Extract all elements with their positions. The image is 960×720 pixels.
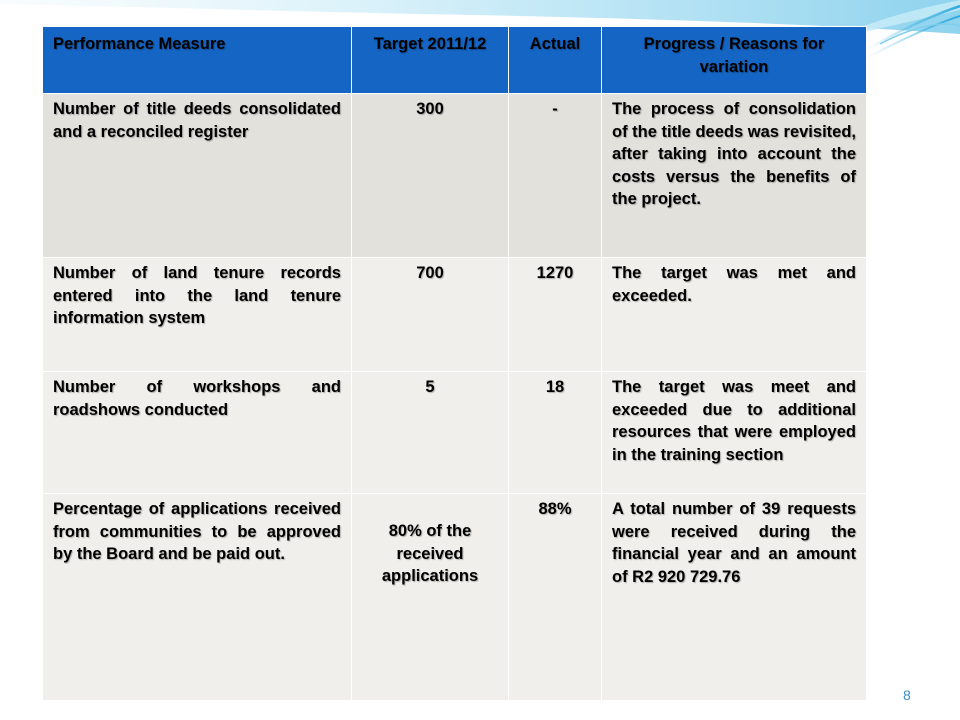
header-performance-measure: Performance Measure [43,27,352,94]
table-header-row [43,27,867,94]
table-row [43,258,867,372]
table-row [43,494,867,701]
cell-actual: 18 [509,372,602,494]
cell-measure: Percentage of applications received from communities to be approved by the Board and be paid out. [43,494,352,701]
cell-target: 5 [352,372,509,494]
cell-target: 700 [352,258,509,372]
cell-progress: The process of consolidation of the title deeds was revisited, after taking into account the costs versus the benefits of the project. [602,94,867,258]
cell-measure: Number of workshops and roadshows conducted [43,372,352,494]
cell-measure: Number of land tenure records entered into the land tenure information system [43,258,352,372]
cell-progress: The target was met and exceeded. [602,258,867,372]
cell-actual: 1270 [509,258,602,372]
page-number: 8 [903,687,911,703]
cell-target: 300 [352,94,509,258]
cell-actual: - [509,94,602,258]
cell-progress: A total number of 39 requests were received during the financial year and an amount of R2 920 729.76 [602,494,867,701]
performance-table [42,26,867,701]
header-progress: Progress / Reasons for variation [602,27,867,94]
table-row [43,372,867,494]
cell-target: 80% of the received applications [352,494,509,701]
cell-actual: 88% [509,494,602,701]
cell-measure: Number of title deeds consolidated and a reconciled register [43,94,352,258]
table-row [43,94,867,258]
cell-progress: The target was meet and exceeded due to additional resources that were employed in the training section [602,372,867,494]
header-target: Target 2011/12 [352,27,509,94]
header-actual: Actual [509,27,602,94]
